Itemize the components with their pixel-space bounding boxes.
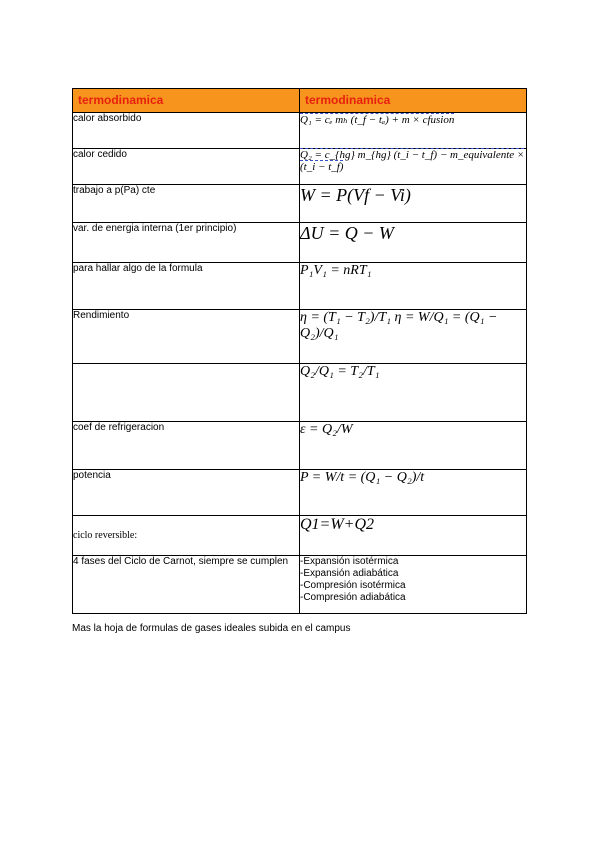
row-label: var. de energia interna (1er principio) — [73, 223, 300, 263]
formula-work: W = P(Vf − Vi) — [300, 185, 527, 223]
row-label: 4 fases del Ciclo de Carnot, siempre se cumplen — [73, 556, 300, 614]
header-left: termodinamica — [73, 89, 300, 113]
formula-sheet — [72, 88, 527, 614]
formula-efficiency: η = (T₁ − T₂)/T₁ η = W/Q₁ = (Q₁ − Q₂)/Q₁ — [300, 310, 527, 364]
row-label: Rendimiento — [73, 310, 300, 364]
formula-text: Q₁ = cₑ mₕ (t_f − tₐ) + m × cfusion — [300, 114, 455, 126]
table-row — [73, 556, 527, 614]
formula-refrigeration: ε = Q₂/W — [300, 422, 527, 470]
formula-heat-released — [300, 149, 527, 185]
phase-item: -Compresión isotérmica — [300, 580, 406, 591]
table-header-row — [73, 89, 527, 113]
table-row — [73, 223, 527, 263]
formula-power: P = W/t = (Q₁ − Q₂)/t — [300, 470, 527, 516]
row-label: para hallar algo de la formula — [73, 263, 300, 310]
phase-item: -Compresión adiabática — [300, 592, 406, 603]
row-label: ciclo reversible: — [73, 516, 300, 556]
table-row — [73, 310, 527, 364]
table-row — [73, 263, 527, 310]
row-label: trabajo a p(Pa) cte — [73, 185, 300, 223]
formula-heat-absorbed — [300, 113, 527, 149]
table-row — [73, 470, 527, 516]
formula-reversible-cycle: Q1=W+Q2 — [300, 516, 527, 556]
table-row — [73, 422, 527, 470]
phase-item: -Expansión adiabática — [300, 568, 399, 579]
formula-table — [72, 88, 527, 614]
formula-ideal-gas: P₁V₁ = nRT₁ — [300, 263, 527, 310]
table-row — [73, 113, 527, 149]
table-row — [73, 516, 527, 556]
phase-item: -Expansión isotérmica — [300, 556, 399, 567]
formula-internal-energy: ΔU = Q − W — [300, 223, 527, 263]
carnot-phases — [300, 556, 527, 614]
row-label: calor cedido — [73, 149, 300, 185]
header-right: termodinamica — [300, 89, 527, 113]
row-label: calor absorbido — [73, 113, 300, 149]
formula-text: Q₂ = c_{hg} m_{hg} (t_i − t_f) − m_equivalente × (t_i − t_f) — [300, 149, 525, 173]
table-row — [73, 364, 527, 422]
formula-carnot-ratio: Q₂/Q₁ = T₂/T₁ — [300, 364, 527, 422]
row-label — [73, 364, 300, 422]
row-label: potencia — [73, 470, 300, 516]
table-row — [73, 149, 527, 185]
table-row — [73, 185, 527, 223]
footnote: Mas la hoja de formulas de gases ideales subida en el campus — [72, 623, 351, 634]
row-label: coef de refrigeracion — [73, 422, 300, 470]
